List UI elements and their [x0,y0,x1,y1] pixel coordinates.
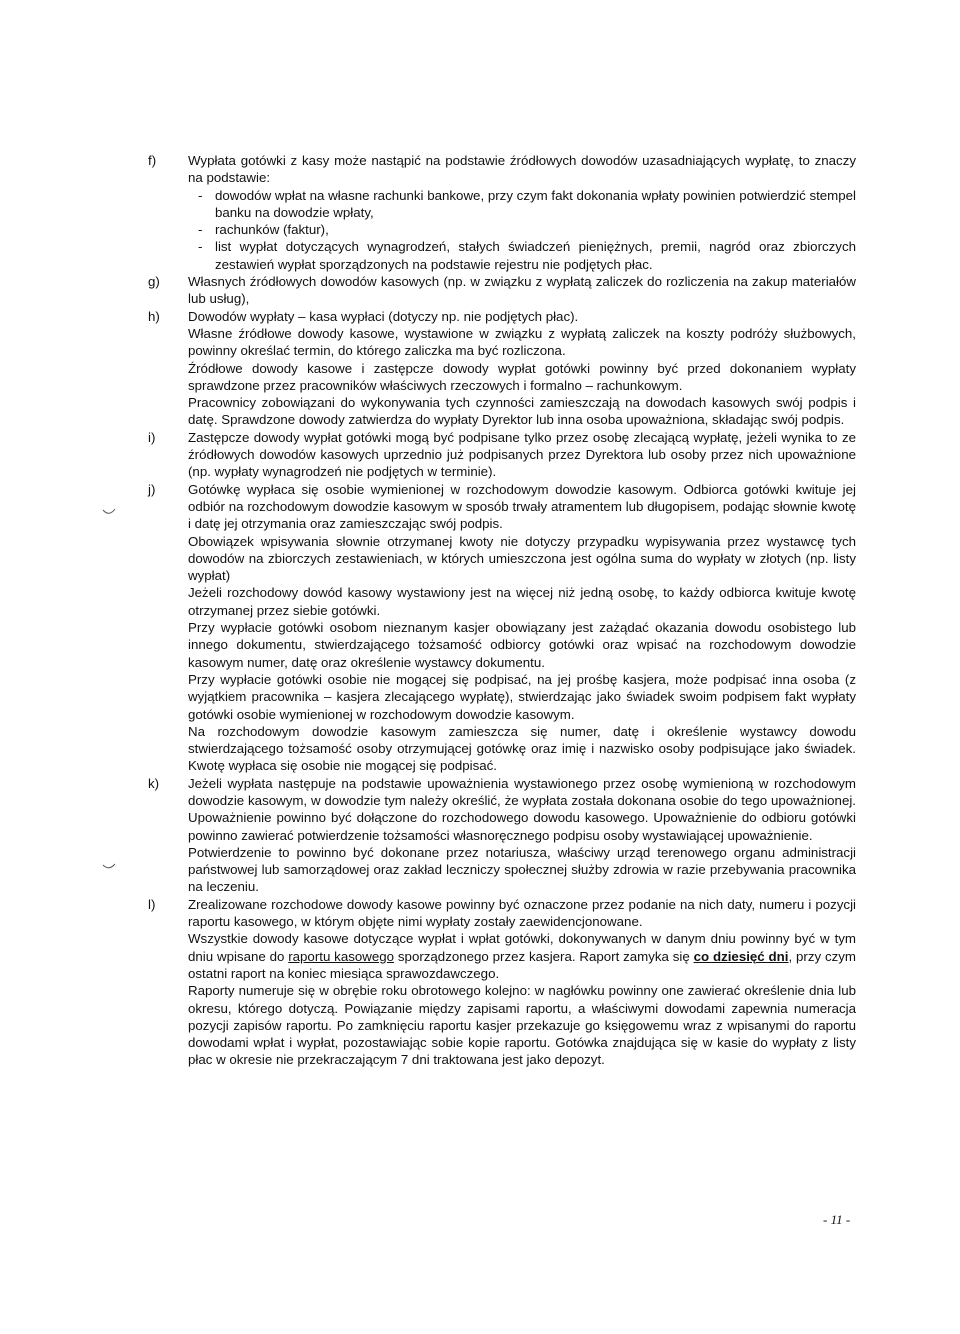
list-item-j [148,481,856,775]
paragraph: Potwierdzenie to powinno być dokonane przez notariusza, właściwy urząd terenowego organu administracji państwowej lub samorządowej oraz zakład leczniczy społecznej służby zdrowia w razie przebywania pracownika na leczeniu. [188,844,856,895]
paragraph: Przy wypłacie gotówki osobom nieznanym kasjer obowiązany jest zażądać okazania dowodu osobistego lub innego dokumentu, stwierdzającego tożsamość odbiorcy gotówki oraz wpisać na rozchodowym dowodzie kasowym numer, datę oraz określenie wystawcy dokumentu. [188,620,856,670]
paragraph: Własnych źródłowych dowodów kasowych (np. w związku z wypłatą zaliczek do rozliczenia na zakup materiałów lub usług), [188,274,856,307]
list-item-g [148,273,856,308]
paragraph: Jeżeli wypłata następuje na podstawie upoważnienia wystawionego przez osobę wymienioną w rozchodowym dowodzie kasowym, w dowodzie tym należy określić, że wypłata została dokonana osobie do tego upoważnionej. Upoważnienie powinno być dołączone do rozchodowego dowodu kasowego. Upoważnienie do odbioru gotówki powinno zawierać potwierdzenie tożsamości własnoręcznego podpisu osoby wystawiającej upoważnienie. [188,775,856,843]
paragraph: Na rozchodowym dowodzie kasowym zamieszcza się numer, datę i określenie wystawcy dowodu stwierdzającego tożsamość osoby otrzymującej gotówkę oraz imię i nazwisko osoby podpisujące jako świadek. Kwotę wypłaca się osobie nie mogącej się podpisać. [188,723,856,774]
paragraph: Dowodów wypłaty – kasa wypłaci (dotyczy np. nie podjętych płac). [188,308,579,324]
scan-artifact-mark [102,508,116,516]
page-number: - 11 - [823,1212,851,1227]
paragraph: Gotówkę wypłaca się osobie wymienionej w rozchodowym dowodzie kasowym. Odbiorca gotówki kwituje jej odbiór na rozchodowym dowodzie kasowym w sposób trwały atramentem lub długopisem, podając słownie kwotę i datę jej otrzymania oraz zamieszczając swój podpis. [188,481,856,532]
document-body [148,152,856,1069]
list-item-h [148,308,856,429]
item-marker: l) [148,896,156,912]
text-span: sporządzonego przez kasjera. Raport zamyka się [394,948,694,964]
list-item-l [148,896,856,1069]
item-marker: k) [148,775,160,791]
paragraph: Wypłata gotówki z kasy może nastąpić na podstawie źródłowych dowodów uzasadniających wypłatę, to znaczy na podstawie: [188,153,856,186]
paragraph: Zrealizowane rozchodowe dowody kasowe powinny być oznaczone przez podanie na nich daty, numeru i pozycji raportu kasowego, w którym objęte nimi wypłaty zostały zaewidencjonowane. [188,896,856,930]
paragraph: Obowiązek wpisywania słownie otrzymanej kwoty nie dotyczy przypadku wypisywania przez wystawcę tych dowodów na zbiorczych zestawieniach, w których umieszczona jest ogólna suma do wypłaty w złotych (np. listy wypłat) [188,533,856,584]
item-marker: h) [148,308,160,324]
paragraph: Przy wypłacie gotówki osobie nie mogącej się podpisać, na jej prośbę kasjera, może podpisać inna osoba (z wyjątkiem pracownika – kasjera zlecającego wypłatę), stwierdzając jako świadek swoim podpisem fakt wypłaty gotówki osobie wymienionej w rozchodowym dowodzie kasowym. [188,671,856,722]
scan-artifact-mark [102,862,116,870]
dash-list-item: - rachunków (faktur), [188,221,856,238]
item-marker: i) [148,429,156,445]
paragraph: Zastępcze dowody wypłat gotówki mogą być podpisane tylko przez osobę zlecającą wypłatę, jeżeli wynika to ze źródłowych dowodów kasowych uprzednio już podpisanych przez Dyrektora lub osoby przez nich upoważnione (np. wypłaty wynagrodzeń nie podjętych w terminie). [188,429,856,480]
emphasis-co-dziesiec-dni: co dziesięć dni [693,948,789,964]
paragraph: Jeżeli rozchodowy dowód kasowy wystawiony jest na więcej niż jedną osobę, to każdy odbiorca kwituje kwotę otrzymanej przez siebie gotówki. [188,585,856,618]
item-marker: f) [148,153,157,168]
text-span: Wszystkie dowody kasowe dotyczące wypłat i wpłat gotówki, dokonywanych w danym dniu powinny być w tym dniu wpisane do [188,931,856,964]
text-span: , przy czym ostatni raport na koniec miesiąca sprawozdawczego. [188,948,856,981]
dash-list-item: - list wypłat dotyczących wynagrodzeń, stałych świadczeń pieniężnych, premii, nagród oraz zbiorczych zestawień wypłat sporządzonych na podstawie rejestru nie podjętych płac. [188,238,856,273]
paragraph-raport [188,930,856,982]
paragraph: Pracownicy zobowiązani do wykonywania tych czynności zamieszczają na dowodach kasowych swój podpis i datę. Sprawdzone dowody zatwierdza do wypłaty Dyrektor lub inna osoba upoważniona, składając swój podpis. [188,395,856,428]
underlined-term-raport-kasowego: raportu kasowego [288,948,395,964]
item-marker: g) [148,274,160,290]
paragraph: Raporty numeruje się w obrębie roku obrotowego kolejno: w nagłówku powinny one zawierać określenie dnia lub okresu, którego dotyczą. Powiązanie między zapisami raportu, a właściwymi dowodami zapewnia numeracja pozycji zapisów raportu. Po zamknięciu raportu kasjer przekazuje go księgowemu wraz z wpisanymi do raportu dowodami wpłat i wypłat, pozostawiając sobie kopie raportu. Gotówka znajdująca się w kasie do wypłaty z listy płac w okresie nie przekraczającym 7 dni traktowana jest jako depozyt. [188,983,856,1068]
list-item-k [148,775,856,896]
list-item-f [148,152,856,273]
item-marker: j) [148,481,156,497]
list-item-i [148,429,856,481]
paragraph: Źródłowe dowody kasowe i zastępcze dowody wypłat gotówki powinny być przed dokonaniem wypłaty sprawdzone przez pracowników właściwych rzeczowych i formalno – rachunkowym. [188,360,856,393]
paragraph: Własne źródłowe dowody kasowe, wystawione w związku z wypłatą zaliczek na koszty podróży służbowych, powinny określać termin, do którego zaliczka ma być rozliczona. [188,325,856,359]
dash-list-item: - dowodów wpłat na własne rachunki bankowe, przy czym fakt dokonania wpłaty powinien potwierdzić stempel banku na dowodzie wpłaty, [188,187,856,222]
